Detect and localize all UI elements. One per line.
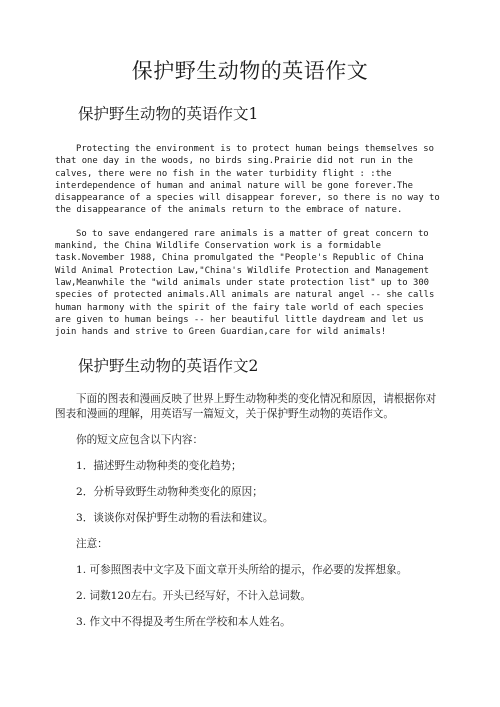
section-2-line-note-2: 2. 词数120左右。开头已经写好，不计入总词数。	[76, 590, 311, 603]
section-2-heading: 保护野生动物的英语作文2	[78, 357, 259, 376]
section-2-line-note-3: 3. 作文中不得提及考生所在学校和本人姓名。	[76, 616, 291, 629]
section-2-line-item-3: 3．谈谈你对保护野生动物的看法和建议。	[76, 512, 274, 525]
section-2-line-content-header: 你的短文应包含以下内容：	[76, 434, 204, 447]
section-2-line-note-1: 1. 可参照图表中文字及下面文章开头所给的提示，作必要的发挥想象。	[76, 564, 408, 577]
section-1-heading: 保护野生动物的英语作文1	[78, 105, 259, 123]
section-2-intro: 下面的图表和漫画反映了世界上野生动物种类的变化情况和原因，请根据你对图表和漫画的理解，用英语写一篇短文，关于保护野生动物的英语作文。	[55, 393, 437, 421]
section-2-line-item-1: 1．描述野生动物种类的变化趋势；	[76, 460, 242, 473]
document-title: 保护野生动物的英语作文	[131, 59, 369, 83]
section-1-paragraph-1: Protecting the environment is to protect human beings themselves so that one day in the woods, no birds sing.Prairie did not run in the calves, there were no fish in the water turbidity flight : :the interdependence of human and animal nature will be gone forever.The disappearance of a species will disappear forever, so there is no way to the disappearance of the animals return to the embrace of nature.	[55, 144, 440, 216]
section-1-paragraph-2: So to save endangered rare animals is a matter of great concern to mankind, the China Wildlife Conservation work is a formidable task.November 1988, China promulgated the "People's Republic of China Wild Animal Protection Law,"China's Wildlife Protection and Management law,Meanwhile the "wild animals under state protection list" up to 300 species of protected animals.All animals are natural angel -- she calls human harmony with the spirit of the fairy tale world of each species are given to human beings -- her beautiful little daydream and let us join hands and strive to Green Guardian,care for wild animals!	[55, 228, 435, 338]
section-2-line-item-2: 2．分析导致野生动物种类变化的原因；	[76, 486, 263, 499]
section-2-line-note-header: 注意：	[76, 538, 108, 551]
